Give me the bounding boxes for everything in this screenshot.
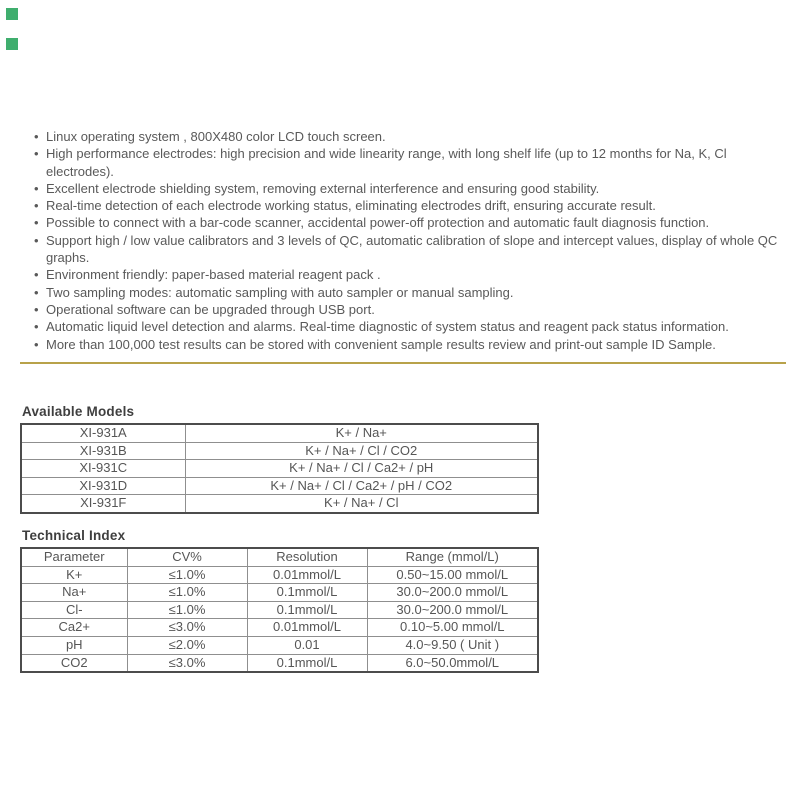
- available-models-table: [20, 423, 539, 514]
- range-cell: 30.0~200.0 mmol/L: [367, 584, 538, 602]
- model-params-cell: K+ / Na+ / Cl / Ca2+ / pH: [185, 460, 538, 478]
- feature-text: Excellent electrode shielding system, removing external interference and ensuring good stability.: [46, 180, 600, 196]
- list-item: [34, 232, 779, 267]
- cv-cell: ≤3.0%: [127, 654, 247, 672]
- list-item: [34, 180, 779, 197]
- list-item: [34, 336, 779, 353]
- feature-text: Linux operating system , 800X480 color LCD touch screen.: [46, 129, 386, 144]
- bullet-icon: •: [34, 267, 39, 283]
- bullet-icon: •: [34, 129, 39, 144]
- range-cell: 6.0~50.0mmol/L: [367, 654, 538, 672]
- cv-cell: ≤1.0%: [127, 601, 247, 619]
- table-row: [21, 460, 538, 478]
- resolution-cell: 0.01: [247, 636, 367, 654]
- table-row: [21, 442, 538, 460]
- column-header: Parameter: [21, 548, 127, 566]
- feature-text: Environment friendly: paper-based material reagent pack .: [46, 267, 381, 283]
- model-params-cell: K+ / Na+: [185, 424, 538, 442]
- section-divider: [20, 362, 786, 364]
- feature-text: Two sampling modes: automatic sampling with auto sampler or manual sampling.: [46, 284, 514, 300]
- resolution-cell: 0.1mmol/L: [247, 601, 367, 619]
- bullet-icon: •: [34, 215, 39, 231]
- column-header: Resolution: [247, 548, 367, 566]
- table-row: [21, 566, 538, 584]
- feature-list: [34, 128, 779, 353]
- list-item: [34, 284, 779, 301]
- bullet-icon: •: [34, 146, 39, 162]
- bullet-icon: •: [34, 301, 39, 317]
- model-params-cell: K+ / Na+ / Cl: [185, 495, 538, 513]
- table-row: [21, 424, 538, 442]
- model-name-cell: XI-931F: [21, 495, 185, 513]
- cv-cell: ≤1.0%: [127, 566, 247, 584]
- column-header: CV%: [127, 548, 247, 566]
- table-row: [21, 584, 538, 602]
- feature-text: Real-time detection of each electrode working status, eliminating electrodes drift, ensuring accurate result.: [46, 198, 656, 214]
- table-row: [21, 619, 538, 637]
- green-square-decor-top: [6, 8, 18, 20]
- bullet-icon: •: [34, 336, 39, 352]
- table-row: [21, 495, 538, 513]
- range-cell: 0.10~5.00 mmol/L: [367, 619, 538, 637]
- table-header-row: [21, 548, 538, 566]
- model-name-cell: XI-931A: [21, 424, 185, 442]
- bullet-icon: •: [34, 319, 39, 335]
- table-row: [21, 654, 538, 672]
- bullet-icon: •: [34, 284, 39, 300]
- feature-text: More than 100,000 test results can be stored with convenient sample results review and print-out sample ID Sample.: [46, 336, 716, 352]
- parameter-cell: K+: [21, 566, 127, 584]
- parameter-cell: Ca2+: [21, 619, 127, 637]
- list-item: [34, 214, 779, 231]
- feature-text: Support high / low value calibrators and 3 levels of QC, automatic calibration of slope and intercept values, display of whole QC graphs.: [46, 232, 778, 266]
- list-item: [34, 145, 779, 180]
- model-name-cell: XI-931B: [21, 442, 185, 460]
- available-models-heading: Available Models: [22, 404, 135, 419]
- parameter-cell: Na+: [21, 584, 127, 602]
- technical-index-heading: Technical Index: [22, 528, 126, 543]
- feature-text: Automatic liquid level detection and alarms. Real-time diagnostic of system status and reagent pack status information.: [46, 319, 729, 335]
- list-item: [34, 318, 779, 335]
- column-header: Range (mmol/L): [367, 548, 538, 566]
- range-cell: 30.0~200.0 mmol/L: [367, 601, 538, 619]
- range-cell: 0.50~15.00 mmol/L: [367, 566, 538, 584]
- resolution-cell: 0.1mmol/L: [247, 654, 367, 672]
- table-row: [21, 636, 538, 654]
- feature-text: High performance electrodes: high precision and wide linearity range, with long shelf life (up to 12 months for Na, K, Cl electrodes).: [46, 146, 727, 179]
- parameter-cell: CO2: [21, 654, 127, 672]
- list-item: [34, 128, 779, 145]
- resolution-cell: 0.01mmol/L: [247, 619, 367, 637]
- model-params-cell: K+ / Na+ / Cl / CO2: [185, 442, 538, 460]
- parameter-cell: Cl-: [21, 601, 127, 619]
- bullet-icon: •: [34, 180, 39, 196]
- green-square-decor-bottom: [6, 38, 18, 50]
- model-name-cell: XI-931C: [21, 460, 185, 478]
- bullet-icon: •: [34, 198, 39, 214]
- range-cell: 4.0~9.50 ( Unit ): [367, 636, 538, 654]
- cv-cell: ≤2.0%: [127, 636, 247, 654]
- resolution-cell: 0.01mmol/L: [247, 566, 367, 584]
- table-row: [21, 601, 538, 619]
- parameter-cell: pH: [21, 636, 127, 654]
- cv-cell: ≤1.0%: [127, 584, 247, 602]
- table-row: [21, 477, 538, 495]
- model-params-cell: K+ / Na+ / Cl / Ca2+ / pH / CO2: [185, 477, 538, 495]
- list-item: [34, 197, 779, 214]
- bullet-icon: •: [34, 232, 39, 248]
- model-name-cell: XI-931D: [21, 477, 185, 495]
- feature-text: Operational software can be upgraded through USB port.: [46, 301, 375, 317]
- resolution-cell: 0.1mmol/L: [247, 584, 367, 602]
- cv-cell: ≤3.0%: [127, 619, 247, 637]
- list-item: [34, 266, 779, 283]
- list-item: [34, 301, 779, 318]
- technical-index-table: [20, 547, 539, 673]
- feature-text: Possible to connect with a bar-code scanner, accidental power-off protection and automatic fault diagnosis function.: [46, 215, 710, 231]
